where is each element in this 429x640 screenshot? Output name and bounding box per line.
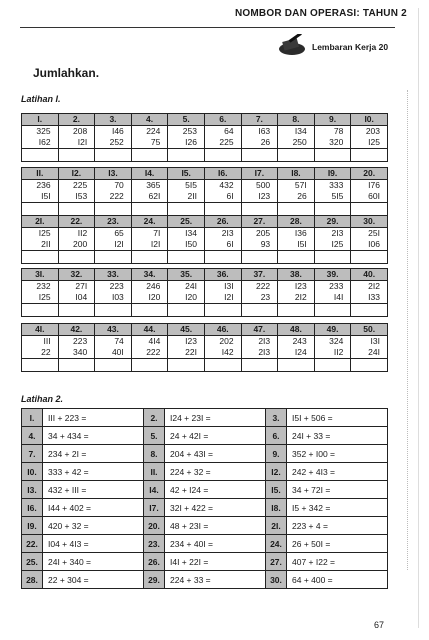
addition-problem[interactable]: I5 + 342 = [287,499,388,517]
question-number: I8. [278,168,315,180]
addend: I4I [314,292,351,304]
addition-problem[interactable]: 224 + 33 = [165,571,266,589]
addition-problem[interactable]: I4I + 22I = [165,553,266,571]
answer-cell[interactable] [351,149,388,162]
addend: 200 [58,239,95,251]
addend: I25 [351,137,388,149]
addition-problem[interactable]: 204 + 43I = [165,445,266,463]
pencil-book-icon [278,34,306,56]
question-number: I8. [266,499,287,517]
addend: I25 [22,228,59,240]
question-number: 38. [278,269,315,281]
addend: 250 [278,137,315,149]
answer-cell[interactable] [241,149,278,162]
addition-problem[interactable]: 26 + 50I = [287,535,388,553]
addend: 4I4 [131,336,168,348]
section-title-latihan-2: Latihan 2. [21,394,64,404]
addend: 365 [131,180,168,192]
addend: 24I [168,281,205,293]
addend: I23 [241,191,278,203]
question-number: 25. [22,553,43,571]
question-number: I0. [22,463,43,481]
addend: 222 [95,191,132,203]
question-number: 9. [266,445,287,463]
answer-cell[interactable] [22,203,59,216]
addition-problem[interactable]: 420 + 32 = [43,517,144,535]
question-number: I2. [266,463,287,481]
answer-cell[interactable] [168,359,205,372]
addend: 78 [314,126,351,138]
addend: 2II [22,239,59,251]
addend: I25 [22,292,59,304]
question-number: 24. [266,535,287,553]
addend: 222 [241,281,278,293]
addend: I24 [278,347,315,359]
question-number: I5. [266,481,287,499]
addend: 2I2 [351,281,388,293]
addend: I2I [131,239,168,251]
question-number: 20. [351,168,388,180]
question-number: I4. [131,168,168,180]
answer-cell[interactable] [204,149,241,162]
question-number: 5. [168,114,205,126]
question-number: 34. [131,269,168,281]
addend: I50 [168,239,205,251]
question-number: 40. [351,269,388,281]
addition-problem[interactable]: 34 + 72I = [287,481,388,499]
question-number: I9. [314,168,351,180]
answer-cell[interactable] [278,251,315,264]
question-number: I0. [351,114,388,126]
page-header-title: NOMBOR DAN OPERASI: TAHUN 2 [235,8,407,19]
question-number: 22. [22,535,43,553]
addend: I25 [314,239,351,251]
addend: 208 [58,126,95,138]
question-number: 36. [204,269,241,281]
addition-problem[interactable]: 32I + 422 = [165,499,266,517]
question-number: I. [22,409,43,427]
question-number: 20. [144,517,165,535]
addend: I2I [58,137,95,149]
addition-problem[interactable]: 224 + 32 = [165,463,266,481]
addend: 2I3 [314,228,351,240]
margin-dots [407,90,410,570]
question-number: 28. [22,571,43,589]
question-number: 39. [314,269,351,281]
question-number: 23. [144,535,165,553]
answer-cell[interactable] [351,203,388,216]
question-number: 27. [241,216,278,228]
question-number: 26. [144,553,165,571]
addition-problem[interactable]: I44 + 402 = [43,499,144,517]
answer-cell[interactable] [58,359,95,372]
question-number: 9. [314,114,351,126]
latihan-1-block [21,215,388,264]
question-number: 3. [95,114,132,126]
answer-cell[interactable] [131,251,168,264]
addend: I76 [351,180,388,192]
addend: 253 [168,126,205,138]
question-number: 29. [314,216,351,228]
addend: 2I2 [278,292,315,304]
question-number: 4I. [22,324,59,336]
answer-cell[interactable] [58,251,95,264]
answer-cell[interactable] [168,251,205,264]
addend: 25I [351,228,388,240]
answer-cell[interactable] [95,203,132,216]
answer-cell[interactable] [58,149,95,162]
addend: I3I [351,336,388,348]
answer-cell[interactable] [168,304,205,317]
question-number: 23. [95,216,132,228]
answer-cell[interactable] [58,304,95,317]
addend: 246 [131,281,168,293]
answer-cell[interactable] [278,149,315,162]
addend: I36 [278,228,315,240]
answer-cell[interactable] [314,149,351,162]
addend: 70 [95,180,132,192]
addend: I46 [95,126,132,138]
question-number: 27. [266,553,287,571]
latihan-1-block [21,323,388,372]
addend: 64 [204,126,241,138]
addend: 203 [351,126,388,138]
addend: 225 [58,180,95,192]
addend: III [22,336,59,348]
addition-problem[interactable]: 48 + 23I = [165,517,266,535]
answer-cell[interactable] [204,203,241,216]
latihan-1-block [21,167,388,216]
addend: I53 [58,191,95,203]
addend: 26 [278,191,315,203]
addition-problem[interactable]: III + 223 = [43,409,144,427]
question-number: 2I. [266,517,287,535]
question-number: 24. [131,216,168,228]
question-number: 3. [266,409,287,427]
question-number: 47. [241,324,278,336]
addend: I26 [168,137,205,149]
question-number: I3. [22,481,43,499]
addend: 223 [58,336,95,348]
question-number: 33. [95,269,132,281]
addend: 320 [314,137,351,149]
addend: I23 [278,281,315,293]
answer-cell[interactable] [241,304,278,317]
addend: 232 [22,281,59,293]
question-number: 44. [131,324,168,336]
answer-cell[interactable] [95,251,132,264]
question-number: 49. [314,324,351,336]
addend: I20 [168,292,205,304]
addend: 57I [278,180,315,192]
answer-cell[interactable] [314,304,351,317]
answer-cell[interactable] [278,203,315,216]
addend: 93 [241,239,278,251]
addend: 225 [204,137,241,149]
addend: 5I5 [168,180,205,192]
addend: I3I [204,281,241,293]
addend: I20 [131,292,168,304]
question-number: 43. [95,324,132,336]
question-number: I9. [22,517,43,535]
question-number: I6. [204,168,241,180]
answer-cell[interactable] [351,359,388,372]
addend: 2II [168,191,205,203]
binding-line [418,8,419,628]
addend: 243 [278,336,315,348]
addend: I62 [22,137,59,149]
question-number: I3. [95,168,132,180]
addition-problem[interactable]: 333 + 42 = [43,463,144,481]
question-number: 30. [266,571,287,589]
question-number: I7. [144,499,165,517]
addition-problem[interactable]: 432 + III = [43,481,144,499]
addend: 2I3 [241,336,278,348]
addition-problem[interactable]: 223 + 4 = [287,517,388,535]
addition-problem[interactable]: 352 + I00 = [287,445,388,463]
question-number: I4. [144,481,165,499]
instruction: Jumlahkan. [33,66,100,80]
addition-problem[interactable]: I5I + 506 = [287,409,388,427]
addend: I06 [351,239,388,251]
question-number: 29. [144,571,165,589]
latihan-1-block [21,268,388,317]
addend: II2 [58,228,95,240]
answer-cell[interactable] [241,359,278,372]
addend: 27I [58,281,95,293]
addend: 22 [22,347,59,359]
addend: I5I [22,191,59,203]
addend: 6I [204,191,241,203]
addition-problem[interactable]: 64 + 400 = [287,571,388,589]
answer-cell[interactable] [314,359,351,372]
question-number: 46. [204,324,241,336]
question-number: I7. [241,168,278,180]
addend: II2 [314,347,351,359]
addend: 74 [95,336,132,348]
question-number: 2. [58,114,95,126]
addend: 26 [241,137,278,149]
addend: 222 [131,347,168,359]
question-number: 35. [168,269,205,281]
addition-problem[interactable]: 234 + 2I = [43,445,144,463]
addition-problem[interactable]: 242 + 4I3 = [287,463,388,481]
addition-problem[interactable]: I04 + 4I3 = [43,535,144,553]
answer-cell[interactable] [22,304,59,317]
answer-cell[interactable] [131,149,168,162]
addend: 325 [22,126,59,138]
addend: 224 [131,126,168,138]
answer-cell[interactable] [351,251,388,264]
question-number: 2I. [22,216,59,228]
addend: I04 [58,292,95,304]
addend: 65 [95,228,132,240]
addend: 2I3 [204,228,241,240]
question-number: 37. [241,269,278,281]
question-number: 50. [351,324,388,336]
addition-problem[interactable]: 34 + 434 = [43,427,144,445]
question-number: II. [22,168,59,180]
addend: 5I5 [314,191,351,203]
answer-cell[interactable] [314,251,351,264]
addition-problem[interactable]: I24 + 23I = [165,409,266,427]
question-number: 30. [351,216,388,228]
answer-cell[interactable] [204,359,241,372]
page-number: 67 [374,620,385,630]
question-number: 8. [144,445,165,463]
addition-problem[interactable]: 24I + 33 = [287,427,388,445]
addend: 62I [131,191,168,203]
question-number: 5. [144,427,165,445]
addend: 252 [95,137,132,149]
addend: 75 [131,137,168,149]
addend: 236 [22,180,59,192]
answer-cell[interactable] [131,359,168,372]
header-rule [20,27,395,28]
question-number: 4. [131,114,168,126]
question-number: 3I. [22,269,59,281]
addition-problem[interactable]: 24I + 340 = [43,553,144,571]
question-number: 6. [204,114,241,126]
addend: I33 [351,292,388,304]
addend: 7I [131,228,168,240]
answer-cell[interactable] [168,149,205,162]
answer-cell[interactable] [95,359,132,372]
addition-problem[interactable]: 24 + 42I = [165,427,266,445]
question-number: I6. [22,499,43,517]
question-number: 32. [58,269,95,281]
addend: 233 [314,281,351,293]
answer-cell[interactable] [22,149,59,162]
answer-cell[interactable] [351,304,388,317]
question-number: 22. [58,216,95,228]
question-number: 28. [278,216,315,228]
question-number: 4. [22,427,43,445]
addend: 40I [95,347,132,359]
answer-cell[interactable] [22,359,59,372]
addition-problem[interactable]: 42 + I24 = [165,481,266,499]
addend: 500 [241,180,278,192]
addend: I34 [278,126,315,138]
question-number: 42. [58,324,95,336]
answer-cell[interactable] [168,203,205,216]
question-number: 6. [266,427,287,445]
question-number: II. [144,463,165,481]
addend: 333 [314,180,351,192]
answer-cell[interactable] [95,304,132,317]
answer-cell[interactable] [278,359,315,372]
addend: 324 [314,336,351,348]
answer-cell[interactable] [241,203,278,216]
question-number: 45. [168,324,205,336]
worksheet-label: Lembaran Kerja 20 [312,42,389,52]
addend: I2I [204,292,241,304]
addition-problem[interactable]: 407 + I22 = [287,553,388,571]
answer-cell[interactable] [131,203,168,216]
addend: 6I [204,239,241,251]
addition-problem[interactable]: 234 + 40I = [165,535,266,553]
latihan-2-table [21,408,388,589]
addend: 22I [168,347,205,359]
question-number: 7. [241,114,278,126]
answer-cell[interactable] [314,203,351,216]
addend: I34 [168,228,205,240]
addend: 60I [351,191,388,203]
addend: I23 [168,336,205,348]
addend: 432 [204,180,241,192]
addend: I63 [241,126,278,138]
addend: 205 [241,228,278,240]
addend: I2I [95,239,132,251]
answer-cell[interactable] [278,304,315,317]
question-number: 7. [22,445,43,463]
addend: 340 [58,347,95,359]
addend: 24I [351,347,388,359]
answer-cell[interactable] [204,251,241,264]
addend: 2I3 [241,347,278,359]
addend: 223 [95,281,132,293]
addend: I42 [204,347,241,359]
addend: I5I [278,239,315,251]
addend: I03 [95,292,132,304]
answer-cell[interactable] [204,304,241,317]
answer-cell[interactable] [241,251,278,264]
section-title-latihan-1: Latihan I. [21,94,61,104]
question-number: 8. [278,114,315,126]
latihan-1-block [21,113,388,162]
addition-problem[interactable]: 22 + 304 = [43,571,144,589]
answer-cell[interactable] [58,203,95,216]
question-number: 25. [168,216,205,228]
answer-cell[interactable] [22,251,59,264]
question-number: I. [22,114,59,126]
question-number: I2. [58,168,95,180]
answer-cell[interactable] [131,304,168,317]
answer-cell[interactable] [95,149,132,162]
addend: 23 [241,292,278,304]
question-number: 26. [204,216,241,228]
question-number: 48. [278,324,315,336]
addend: 202 [204,336,241,348]
question-number: 2. [144,409,165,427]
question-number: I5. [168,168,205,180]
